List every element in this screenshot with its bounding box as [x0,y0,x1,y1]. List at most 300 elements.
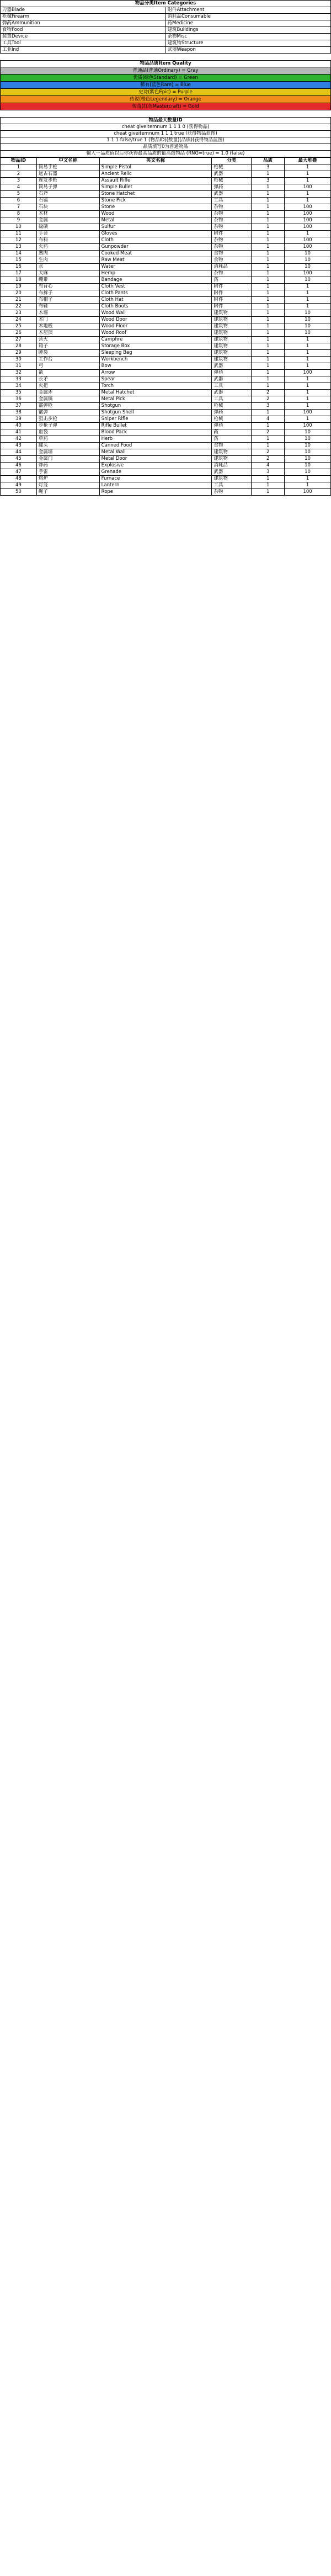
table-cell: 石块 [36,204,99,211]
table-cell: 1 [252,211,285,217]
table-cell: 100 [285,211,331,217]
table-cell: 1 [252,290,285,297]
note-line: 品质填写0为普通物品 [1,144,331,151]
table-cell: 1 [252,410,285,416]
table-cell: 4 [1,184,37,191]
table-cell: Rope [99,489,212,496]
table-cell: Sniper Rifle [99,416,212,423]
table-row [1,449,331,456]
table-cell: 杂物 [212,244,252,251]
table-cell: 100 [285,244,331,251]
table-cell: 8 [1,211,37,217]
table-row [1,264,331,270]
column-header: 分类 [212,158,252,164]
table-cell: 32 [1,370,37,376]
table-cell: Canned Food [99,443,212,449]
table-cell: Metal Hatchet [99,390,212,396]
note-row [1,144,331,151]
table-cell: 1 [252,304,285,310]
table-cell: 25 [1,323,37,330]
table-cell: Wood Door [99,317,212,323]
table-cell: 2 [252,390,285,396]
table-cell: Bandage [99,277,212,284]
table-cell: 1 [285,284,331,290]
table-cell: Assault Rifle [99,178,212,184]
table-cell: 1 [285,476,331,482]
category-cell: 刀器Blade [1,7,166,14]
table-cell: 食物 [212,257,252,264]
table-cell: 10 [285,251,331,257]
table-cell: 布裤子 [36,290,99,297]
table-cell: 武器 [212,390,252,396]
table-cell: 100 [285,204,331,211]
table-cell: 100 [285,423,331,429]
table-cell: 10 [285,429,331,436]
table-cell: 硫磺 [36,224,99,231]
table-cell: Metal Pick [99,396,212,403]
table-cell: 1 [285,390,331,396]
table-cell: 药 [212,436,252,443]
table-cell: 木地板 [36,323,99,330]
category-cell: 杂物Misc [166,34,331,40]
table-cell: 27 [1,337,37,343]
table-cell: 10 [285,317,331,323]
quality-title: 物品品质Item Quality [1,61,331,67]
table-row [1,237,331,244]
table-cell: 枪械 [212,416,252,423]
quality-tier: 传说(橙色Legendary) = Orange [1,96,331,103]
quality-tier: 优质(绿色Standard) = Green [1,75,331,82]
table-cell: 40 [1,423,37,429]
table-row [1,297,331,304]
table-cell: 弹药 [212,423,252,429]
table-cell: 10 [285,264,331,270]
table-row [1,251,331,257]
table-cell: 建筑物 [212,337,252,343]
table-cell: 枪械 [212,403,252,410]
table-row [1,171,331,178]
table-cell: 45 [1,456,37,463]
table-cell: Cloth Pants [99,290,212,297]
table-row [1,476,331,482]
table-cell: 1 [285,198,331,204]
table-cell: 10 [285,456,331,463]
quality-table [0,60,331,110]
category-cell: 工具Tool [1,40,166,47]
table-cell: Cloth Boots [99,304,212,310]
table-row [1,370,331,376]
table-cell: 杂物 [212,489,252,496]
table-cell: 1 [285,416,331,423]
table-cell: 1 [252,237,285,244]
table-cell: 2 [252,449,285,456]
table-cell: 1 [252,343,285,350]
table-cell: Torch [99,383,212,390]
table-row [1,456,331,463]
table-cell: 100 [285,237,331,244]
table-cell: 狙击步枪 [36,416,99,423]
table-cell: 1 [252,423,285,429]
table-cell: 远古石器 [36,171,99,178]
table-row [1,270,331,277]
table-cell: 1 [252,184,285,191]
table-cell: 1 [252,370,285,376]
table-cell: 草药 [36,436,99,443]
table-cell: 1 [252,443,285,449]
table-cell: 42 [1,436,37,443]
table-cell: 水 [36,264,99,270]
table-cell: Stone [99,204,212,211]
spacer [0,110,331,117]
table-cell: 3 [252,469,285,476]
table-row [1,257,331,264]
table-cell: 枪械 [212,178,252,184]
table-cell: 金属镐 [36,396,99,403]
table-cell: 火药 [36,244,99,251]
table-cell: 1 [252,436,285,443]
table-cell: 步枪子弹 [36,423,99,429]
table-cell: 杂物 [212,237,252,244]
table-cell: 1 [252,376,285,383]
table-cell: 工具 [212,482,252,489]
table-row [1,482,331,489]
table-row [1,290,331,297]
table-cell: 金属门 [36,456,99,463]
table-cell: 37 [1,403,37,410]
items-header-row [1,158,331,164]
table-row [1,337,331,343]
table-cell: 杂物 [212,217,252,224]
table-cell: 石镐 [36,198,99,204]
table-cell: 附件 [212,290,252,297]
category-row [1,47,331,54]
table-cell: 手雷 [36,469,99,476]
note-line: cheat giveitemnum 1 1 1 0 (获得物品) [1,124,331,131]
note-row [1,151,331,157]
quality-tier: 稀有(蓝色Rare) = Blue [1,82,331,89]
table-row [1,383,331,390]
category-row [1,20,331,27]
category-row [1,40,331,47]
category-row [1,34,331,40]
table-cell: 50 [1,489,37,496]
table-cell: 火把 [36,383,99,390]
table-cell: 1 [252,231,285,237]
table-cell: 26 [1,330,37,337]
table-cell: 1 [252,363,285,370]
table-cell: 工具 [212,383,252,390]
table-cell: 1 [252,323,285,330]
table-cell: 建筑物 [212,350,252,357]
table-cell: 1 [252,191,285,198]
category-row [1,14,331,20]
table-row [1,211,331,217]
table-cell: Simple Bullet [99,184,212,191]
table-cell: 简易手枪 [36,164,99,171]
table-cell: 1 [285,290,331,297]
table-cell: 10 [285,330,331,337]
table-cell: Furnace [99,476,212,482]
table-cell: 1 [285,357,331,363]
table-cell: 3 [1,178,37,184]
table-cell: 杂物 [212,204,252,211]
table-cell: 建筑物 [212,323,252,330]
table-cell: 21 [1,297,37,304]
column-header: 中文名称 [36,158,99,164]
table-cell: 布鞋 [36,304,99,310]
table-cell: 1 [252,217,285,224]
table-row [1,224,331,231]
table-cell: 1 [252,357,285,363]
table-cell: 枪械 [212,164,252,171]
table-cell: 10 [285,436,331,443]
table-cell: 1 [252,264,285,270]
table-cell: 石斧 [36,191,99,198]
table-cell: 建筑物 [212,476,252,482]
table-cell: Bow [99,363,212,370]
table-cell: Wood [99,211,212,217]
table-row [1,330,331,337]
table-cell: 18 [1,277,37,284]
table-cell: 大麻 [36,270,99,277]
table-cell: 49 [1,482,37,489]
table-cell: 2 [1,171,37,178]
table-row [1,343,331,350]
table-cell: Spear [99,376,212,383]
table-cell: 手套 [36,231,99,237]
table-cell: 1 [1,164,37,171]
table-cell: Lantern [99,482,212,489]
categories-table [0,0,331,54]
quality-row [1,103,331,110]
table-cell: 20 [1,290,37,297]
table-cell: 金属墙 [36,449,99,456]
table-cell: 29 [1,350,37,357]
table-cell: 箱子 [36,343,99,350]
table-cell: 消耗品 [212,463,252,469]
table-row [1,396,331,403]
table-cell: Ancient Relic [99,171,212,178]
category-cell: 药Medicine [166,20,331,27]
table-cell: 布帽子 [36,297,99,304]
table-cell: 1 [285,396,331,403]
table-cell: 建筑物 [212,456,252,463]
table-cell: 1 [252,383,285,390]
table-cell: 4 [252,416,285,423]
table-cell: 16 [1,264,37,270]
table-cell: 22 [1,304,37,310]
quality-row [1,75,331,82]
table-cell: 箭 [36,370,99,376]
table-cell: 弹药 [212,410,252,416]
categories-title: 物品分类Item Categories [1,1,331,7]
table-cell: 2 [252,456,285,463]
table-cell: 熔炉 [36,476,99,482]
table-row [1,277,331,284]
table-cell: 1 [252,482,285,489]
table-cell: 100 [285,489,331,496]
quality-tier: 传奇(红色Mastercraft) = Gold [1,103,331,110]
table-row [1,244,331,251]
table-row [1,217,331,224]
table-cell: 1 [252,204,285,211]
table-cell: 47 [1,469,37,476]
table-cell: Storage Box [99,343,212,350]
table-cell: 48 [1,476,37,482]
table-cell: 杂物 [212,270,252,277]
table-cell: 药 [212,277,252,284]
table-cell: 布料 [36,237,99,244]
table-cell: 生肉 [36,257,99,264]
table-cell: 3 [252,403,285,410]
items-body [1,164,331,496]
table-cell: 1 [252,198,285,204]
table-cell: 23 [1,310,37,317]
table-cell: 1 [252,330,285,337]
table-row [1,416,331,423]
column-header: 最大堆叠 [285,158,331,164]
table-cell: 杂物 [212,211,252,217]
table-cell: Shotgun [99,403,212,410]
table-cell: 1 [285,304,331,310]
table-cell: Cloth [99,237,212,244]
table-cell: 工作台 [36,357,99,363]
table-cell: 38 [1,410,37,416]
table-cell: 炸药 [36,463,99,469]
table-cell: 43 [1,443,37,449]
table-row [1,363,331,370]
table-cell: 建筑物 [212,330,252,337]
table-cell: 武器 [212,191,252,198]
table-cell: 11 [1,231,37,237]
table-cell: 5 [1,191,37,198]
categories-body [1,7,331,54]
table-cell: 1 [285,171,331,178]
table-cell: 24 [1,317,37,323]
table-cell: 1 [252,489,285,496]
table-cell: 100 [285,184,331,191]
table-cell: 10 [285,463,331,469]
table-row [1,357,331,363]
table-cell: Cloth Vest [99,284,212,290]
table-cell: 食物 [212,443,252,449]
category-cell: 附件Attachment [166,7,331,14]
table-row [1,304,331,310]
table-cell: 简易子弹 [36,184,99,191]
table-cell: 绳子 [36,489,99,496]
table-cell: 10 [285,469,331,476]
table-cell: 1 [285,350,331,357]
quality-tier: 史诗(紫色Epic) = Purple [1,89,331,96]
table-cell: Wood Floor [99,323,212,330]
table-cell: 罐头 [36,443,99,449]
table-cell: 35 [1,390,37,396]
table-cell: 1 [252,476,285,482]
table-cell: 木屋顶 [36,330,99,337]
table-cell: 7 [1,204,37,211]
table-cell: 木墙 [36,310,99,317]
table-cell: 消耗品 [212,264,252,270]
table-cell: 19 [1,284,37,290]
category-cell: 工业Ind [1,47,166,54]
table-cell: Rifle Bullet [99,423,212,429]
quality-body [1,67,331,110]
table-cell: 1 [252,277,285,284]
table-cell: 1 [285,164,331,171]
table-cell: Campfire [99,337,212,343]
quality-row [1,96,331,103]
table-row [1,403,331,410]
table-cell: Cloth Hat [99,297,212,304]
table-cell: 17 [1,270,37,277]
table-cell: 30 [1,357,37,363]
category-row [1,27,331,34]
table-cell: Simple Pistol [99,164,212,171]
note-line: cheat giveitemnum 1 1 1 true (获得物品蓝图) [1,131,331,137]
table-cell: 木材 [36,211,99,217]
table-cell: 绷带 [36,277,99,284]
table-cell: 熟肉 [36,251,99,257]
note-line: 1 1 1 false/true 1 (物品ID)(数量)(品质)(获得物品蓝图) [1,137,331,144]
table-cell: 9 [1,217,37,224]
table-row [1,284,331,290]
table-cell: Herb [99,436,212,443]
category-cell: 武器Weapon [166,47,331,54]
table-cell: 1 [252,257,285,264]
table-cell: Stone Pick [99,198,212,204]
table-cell: Metal Door [99,456,212,463]
table-row [1,231,331,237]
table-cell: 建筑物 [212,310,252,317]
table-row [1,191,331,198]
table-cell: 工具 [212,198,252,204]
table-cell: 木门 [36,317,99,323]
table-cell: 附件 [212,297,252,304]
table-row [1,376,331,383]
table-cell: Grenade [99,469,212,476]
spacer [0,54,331,60]
table-cell: 10 [1,224,37,231]
quality-row [1,67,331,75]
table-cell: 10 [285,310,331,317]
category-cell: 食物Food [1,27,166,34]
column-header: 品质 [252,158,285,164]
table-row [1,184,331,191]
category-cell: 建筑物Structure [166,40,331,47]
category-cell: 装置Device [1,34,166,40]
table-cell: 2 [252,396,285,403]
table-row [1,443,331,449]
table-row [1,323,331,330]
table-cell: 武器 [212,469,252,476]
table-cell: 弹药 [212,184,252,191]
table-row [1,489,331,496]
table-cell: 1 [252,317,285,323]
table-cell: 3 [252,178,285,184]
table-cell: 1 [285,178,331,184]
table-row [1,317,331,323]
table-cell: 睡袋 [36,350,99,357]
table-cell: 1 [252,270,285,277]
column-header: 物品ID [1,158,37,164]
items-table [0,157,331,496]
table-cell: 弓 [36,363,99,370]
table-cell: 15 [1,257,37,264]
table-cell: 建筑物 [212,317,252,323]
table-cell: 1 [252,297,285,304]
table-row [1,178,331,184]
table-cell: 1 [252,310,285,317]
